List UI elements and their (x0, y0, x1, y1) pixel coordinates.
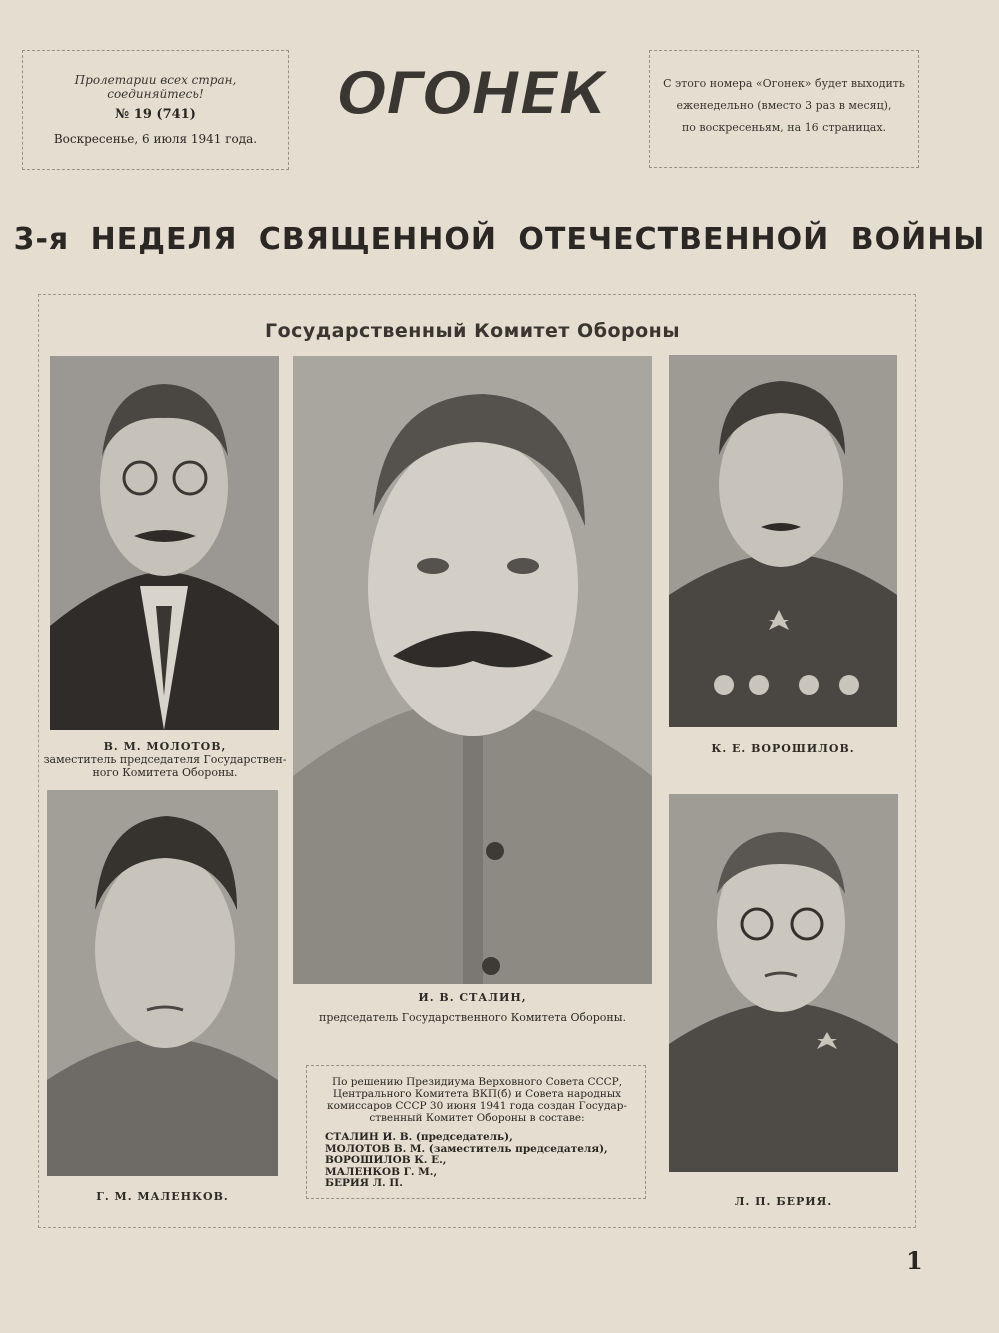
member-item: МОЛОТОВ В. М. (заместитель председателя), (325, 1142, 608, 1155)
stalin-portrait (293, 356, 652, 984)
page-number: 1 (906, 1246, 923, 1275)
logo-text: ОГОНЕК (336, 59, 606, 128)
issue-date: Воскресенье, 6 июля 1941 года. (53, 132, 258, 146)
molotov-portrait (50, 356, 279, 730)
molotov-role: ного Комитета Обороны. (92, 766, 238, 779)
stalin-portrait-image (293, 356, 652, 984)
voroshilov-portrait (669, 355, 897, 727)
notice-line: по воскресеньям, на 16 страницах. (681, 121, 887, 134)
malenkov-name: Г. М. МАЛЕНКОВ. (96, 1190, 229, 1203)
member-item: СТАЛИН И. В. (председатель), (325, 1131, 513, 1143)
stalin-name: И. В. СТАЛИН, (418, 991, 527, 1004)
member-item: ВОРОШИЛОВ К. Е., (325, 1154, 447, 1166)
malenkov-portrait-image (47, 790, 278, 1176)
issue-number: № 19 (741) (115, 107, 196, 122)
masthead-info-box (22, 50, 289, 170)
slogan-line: соединяйтесь! (107, 87, 204, 101)
voroshilov-name: К. Е. ВОРОШИЛОВ. (711, 742, 855, 755)
member-item: МАЛЕНКОВ Г. М., (325, 1165, 438, 1178)
decree-line: По решению Президиума Верховного Совета СССР, (331, 1076, 623, 1088)
voroshilov-caption (669, 742, 897, 755)
beria-portrait (669, 794, 898, 1172)
decree-line: ственный Комитет Обороны в составе: (369, 1112, 585, 1124)
member-item: БЕРИЯ Л. П. (325, 1177, 403, 1189)
malenkov-portrait (47, 790, 278, 1176)
committee-title: Государственный Комитет Обороны (264, 320, 680, 342)
decree-line: комиссаров СССР 30 июня 1941 года создан Государ- (327, 1100, 627, 1112)
decree-text (321, 1076, 633, 1124)
molotov-portrait-image (50, 356, 279, 730)
slogan-line: Пролетарии всех стран, (74, 73, 237, 87)
molotov-role: заместитель председателя Государствен- (43, 753, 287, 766)
stalin-role: председатель Государственного Комитета Обороны. (318, 1011, 627, 1024)
decree-box (306, 1065, 646, 1199)
member-list (325, 1132, 633, 1190)
publication-notice-box (649, 50, 919, 168)
notice-line: еженедельно (вместо 3 раз в месяц), (676, 99, 892, 112)
beria-portrait-image (669, 794, 898, 1172)
molotov-caption (40, 740, 290, 779)
molotov-name: В. М. МОЛОТОВ, (103, 740, 227, 753)
beria-name: Л. П. БЕРИЯ. (734, 1195, 833, 1208)
decree-line: Центрального Комитета ВКП(б) и Совета народных (332, 1088, 622, 1100)
main-headline: 3-я НЕДЕЛЯ СВЯЩЕННОЙ ОТЕЧЕСТВЕННОЙ ВОЙНЫ (13, 222, 986, 257)
beria-caption (669, 1195, 898, 1208)
malenkov-caption (47, 1190, 278, 1203)
notice-line: С этого номера «Огонек» будет выходить (663, 77, 905, 90)
slogan (23, 73, 288, 101)
voroshilov-portrait-image (669, 355, 897, 727)
ogonek-logo (312, 58, 630, 128)
stalin-caption (293, 991, 652, 1024)
